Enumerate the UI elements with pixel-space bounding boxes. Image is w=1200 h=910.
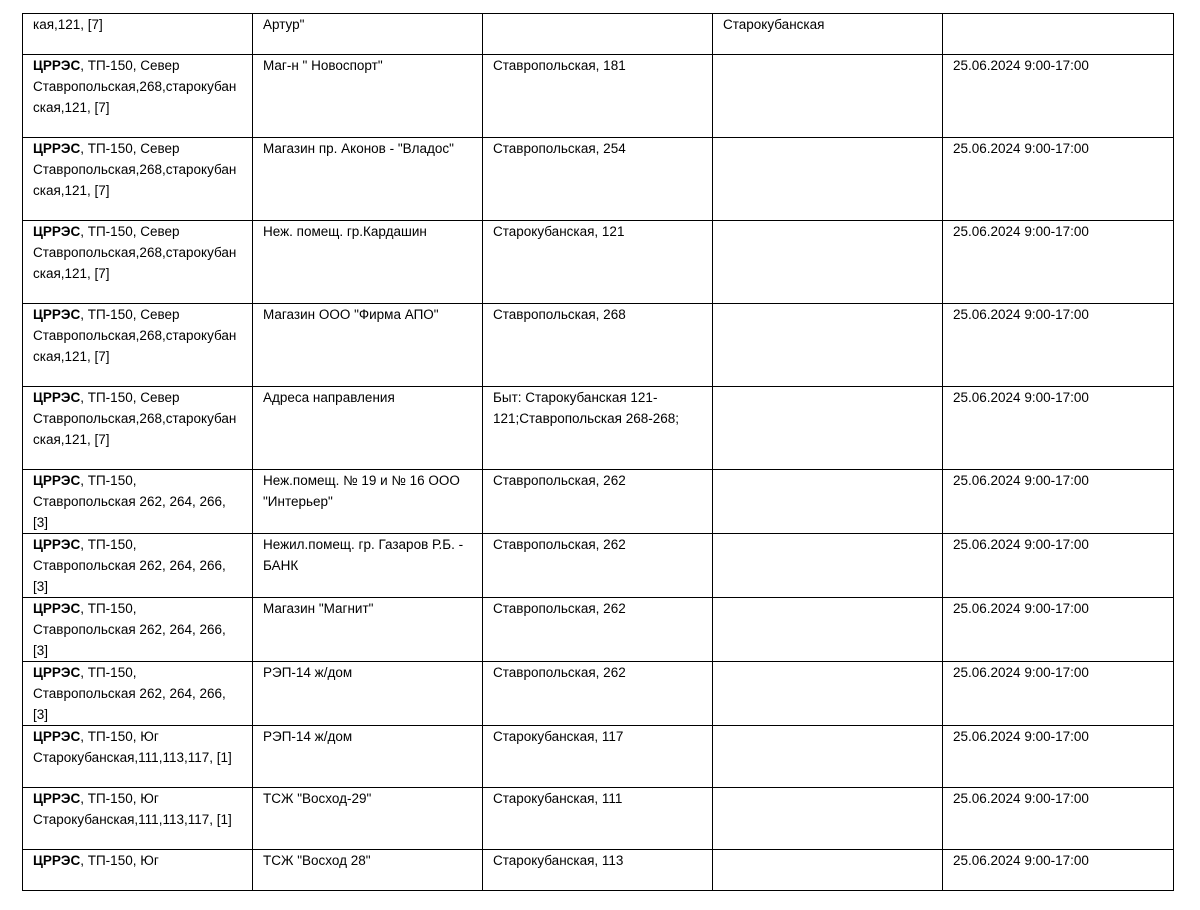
address-cell: Ставропольская, 268: [483, 304, 713, 387]
schedule-cell: [943, 14, 1174, 55]
schedule-cell: 25.06.2024 9:00-17:00: [943, 534, 1174, 598]
street-cell: [713, 470, 943, 534]
org-name: ЦРРЭС: [33, 141, 81, 156]
consumer-cell: Неж.помещ. № 19 и № 16 ООО "Интерьер": [253, 470, 483, 534]
org-name: ЦРРЭС: [33, 307, 81, 322]
table-row: [23, 788, 1174, 850]
table-row: [23, 304, 1174, 387]
street-cell: [713, 850, 943, 891]
consumer-cell: Неж. помещ. гр.Кардашин: [253, 221, 483, 304]
feeder-text: , ТП-150, Север Ставропольская,268,старокубанская,121, [7]: [33, 141, 237, 198]
org-name: ЦРРЭС: [33, 853, 81, 868]
schedule-cell: 25.06.2024 9:00-17:00: [943, 850, 1174, 891]
feeder-cell: [23, 850, 253, 891]
schedule-cell: 25.06.2024 9:00-17:00: [943, 598, 1174, 662]
address-cell: Старокубанская, 121: [483, 221, 713, 304]
street-cell: [713, 55, 943, 138]
address-cell: Ставропольская, 262: [483, 598, 713, 662]
consumer-cell: ТСЖ "Восход 28": [253, 850, 483, 891]
schedule-cell: 25.06.2024 9:00-17:00: [943, 788, 1174, 850]
feeder-text: , ТП-150, Юг Старокубанская,111,113,117, [1]: [33, 791, 232, 827]
street-cell: [713, 534, 943, 598]
street-cell: [713, 138, 943, 221]
feeder-cell: [23, 598, 253, 662]
feeder-text: кая,121, [7]: [33, 17, 103, 32]
street-cell: [713, 726, 943, 788]
table-row: [23, 138, 1174, 221]
org-name: ЦРРЭС: [33, 58, 81, 73]
feeder-cell: [23, 470, 253, 534]
table-row: [23, 662, 1174, 726]
address-cell: Старокубанская, 113: [483, 850, 713, 891]
street-cell: [713, 304, 943, 387]
feeder-text: , ТП-150, Ставропольская 262, 264, 266, [3]: [33, 473, 226, 530]
feeder-cell: [23, 55, 253, 138]
schedule-cell: 25.06.2024 9:00-17:00: [943, 304, 1174, 387]
consumer-cell: Маг-н " Новоспорт": [253, 55, 483, 138]
feeder-cell: [23, 788, 253, 850]
org-name: ЦРРЭС: [33, 537, 81, 552]
schedule-cell: 25.06.2024 9:00-17:00: [943, 662, 1174, 726]
table-row: [23, 598, 1174, 662]
consumer-cell: Магазин "Магнит": [253, 598, 483, 662]
street-cell: Старокубанская: [713, 14, 943, 55]
street-cell: [713, 387, 943, 470]
org-name: ЦРРЭС: [33, 729, 81, 744]
org-name: ЦРРЭС: [33, 791, 81, 806]
street-cell: [713, 221, 943, 304]
address-cell: Ставропольская, 181: [483, 55, 713, 138]
street-cell: [713, 662, 943, 726]
consumer-cell: ТСЖ "Восход-29": [253, 788, 483, 850]
feeder-text: , ТП-150, Север Ставропольская,268,старокубанская,121, [7]: [33, 224, 237, 281]
schedule-cell: 25.06.2024 9:00-17:00: [943, 55, 1174, 138]
outage-table: [22, 13, 1174, 891]
consumer-cell: Магазин ООО "Фирма АПО": [253, 304, 483, 387]
feeder-cell: [23, 14, 253, 55]
address-cell: Ставропольская, 262: [483, 534, 713, 598]
org-name: ЦРРЭС: [33, 473, 81, 488]
table-row: [23, 14, 1174, 55]
table-row: [23, 221, 1174, 304]
schedule-cell: 25.06.2024 9:00-17:00: [943, 387, 1174, 470]
org-name: ЦРРЭС: [33, 665, 81, 680]
schedule-cell: 25.06.2024 9:00-17:00: [943, 726, 1174, 788]
address-cell: Ставропольская, 254: [483, 138, 713, 221]
outage-table-body: [23, 14, 1174, 891]
feeder-text: , ТП-150, Ставропольская 262, 264, 266, [3]: [33, 601, 226, 658]
table-row: [23, 850, 1174, 891]
schedule-cell: 25.06.2024 9:00-17:00: [943, 221, 1174, 304]
address-cell: [483, 14, 713, 55]
address-cell: Ставропольская, 262: [483, 470, 713, 534]
table-row: [23, 387, 1174, 470]
consumer-cell: РЭП-14 ж/дом: [253, 662, 483, 726]
feeder-text: , ТП-150, Север Ставропольская,268,старокубанская,121, [7]: [33, 307, 237, 364]
consumer-cell: РЭП-14 ж/дом: [253, 726, 483, 788]
feeder-cell: [23, 534, 253, 598]
feeder-cell: [23, 726, 253, 788]
table-row: [23, 55, 1174, 138]
feeder-cell: [23, 662, 253, 726]
feeder-cell: [23, 138, 253, 221]
feeder-text: , ТП-150, Ставропольская 262, 264, 266, [3]: [33, 665, 226, 722]
table-row: [23, 726, 1174, 788]
feeder-cell: [23, 221, 253, 304]
org-name: ЦРРЭС: [33, 601, 81, 616]
address-cell: Старокубанская, 111: [483, 788, 713, 850]
org-name: ЦРРЭС: [33, 390, 81, 405]
feeder-cell: [23, 304, 253, 387]
feeder-cell: [23, 387, 253, 470]
consumer-cell: Магазин пр. Аконов - "Владос": [253, 138, 483, 221]
address-cell: Быт: Старокубанская 121-121;Ставропольская 268-268;: [483, 387, 713, 470]
consumer-cell: Нежил.помещ. гр. Газаров Р.Б. - БАНК: [253, 534, 483, 598]
feeder-text: , ТП-150, Юг Старокубанская,111,113,117, [1]: [33, 729, 232, 765]
feeder-text: , ТП-150, Север Ставропольская,268,старокубанская,121, [7]: [33, 390, 237, 447]
consumer-cell: Адреса направления: [253, 387, 483, 470]
street-cell: [713, 598, 943, 662]
street-cell: [713, 788, 943, 850]
table-row: [23, 470, 1174, 534]
feeder-text: , ТП-150, Юг: [80, 853, 159, 868]
consumer-cell: Артур": [253, 14, 483, 55]
schedule-cell: 25.06.2024 9:00-17:00: [943, 470, 1174, 534]
table-row: [23, 534, 1174, 598]
schedule-cell: 25.06.2024 9:00-17:00: [943, 138, 1174, 221]
address-cell: Ставропольская, 262: [483, 662, 713, 726]
feeder-text: , ТП-150, Ставропольская 262, 264, 266, [3]: [33, 537, 226, 594]
feeder-text: , ТП-150, Север Ставропольская,268,старокубанская,121, [7]: [33, 58, 237, 115]
address-cell: Старокубанская, 117: [483, 726, 713, 788]
org-name: ЦРРЭС: [33, 224, 81, 239]
